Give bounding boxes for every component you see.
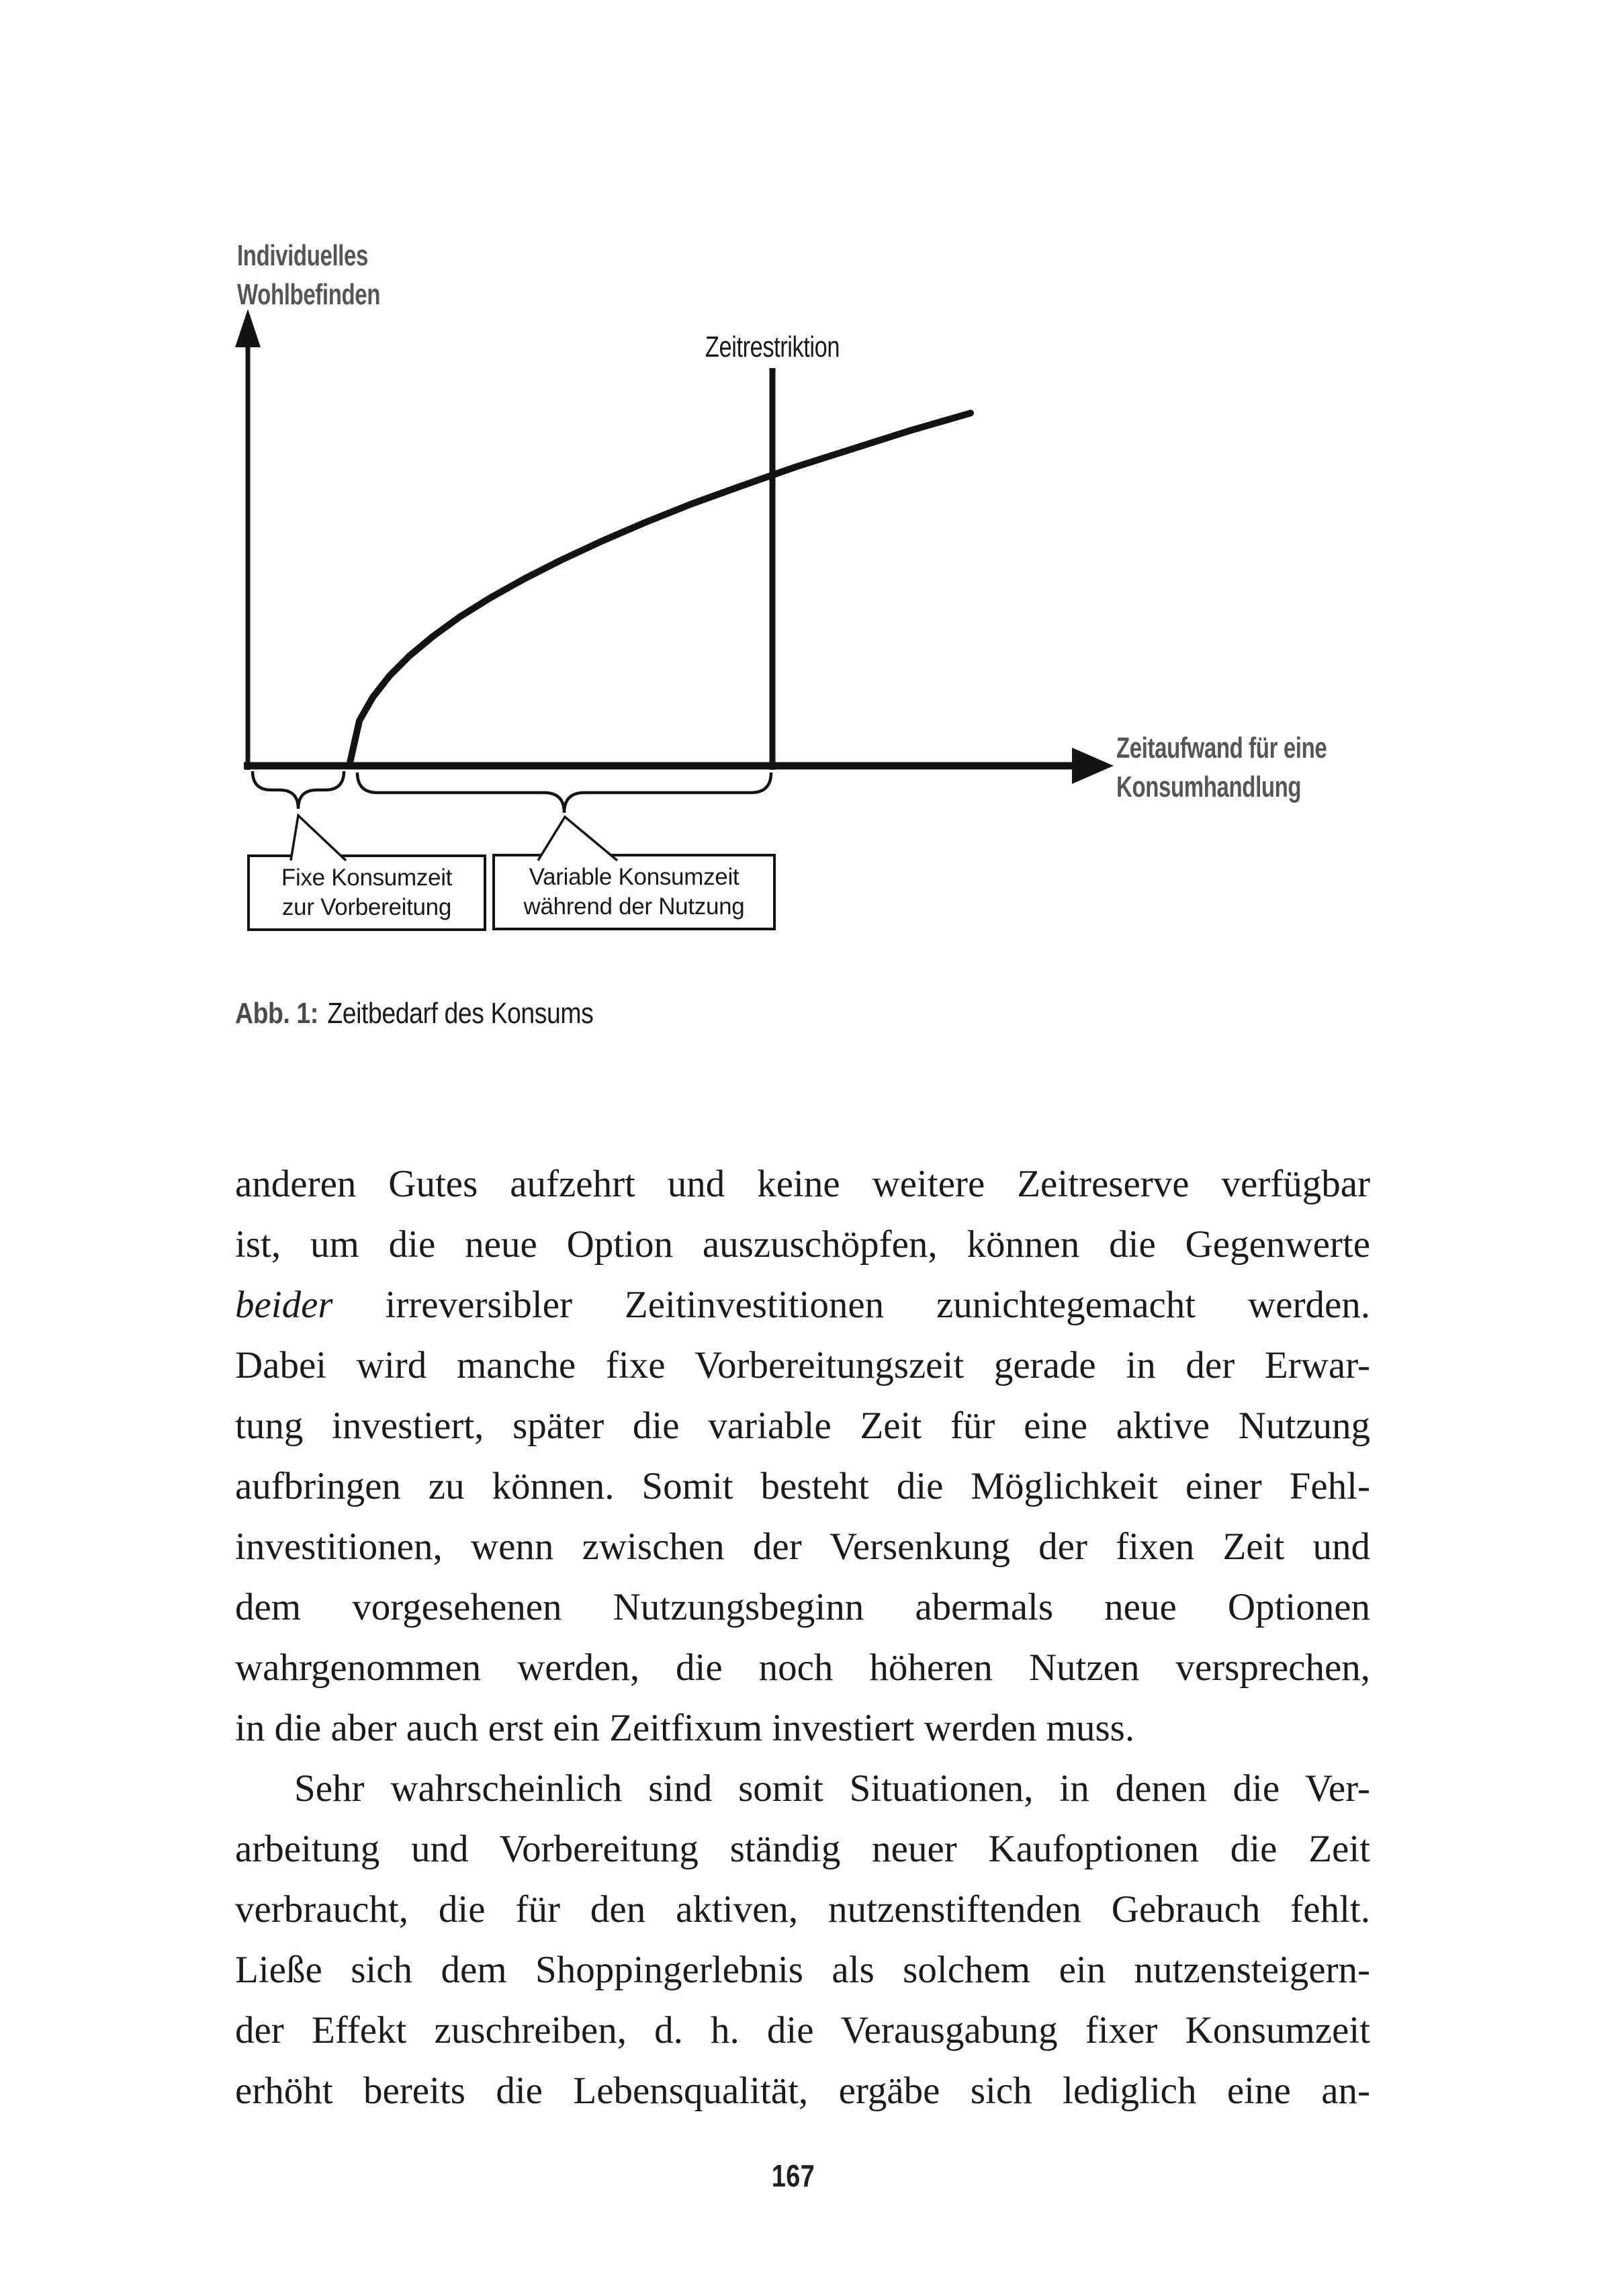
callout-variable-line1: Variable Konsumzeit [529, 864, 740, 890]
y-axis-label-line1: Individuelles [237, 239, 369, 272]
x-axis-label-line2: Konsumhandlung [1116, 770, 1302, 803]
body-line [235, 1275, 1370, 1335]
body-line: tung investiert, später die variable Zeit für eine aktive Nutzung [235, 1405, 1370, 1447]
body-line: investitionen, wenn zwischen der Versenkung der fixen Zeit und [235, 1526, 1370, 1568]
body-line: erhöht bereits die Lebensqualität, ergäbe sich lediglich eine an- [235, 2070, 1370, 2112]
body-line: Ließe sich dem Shoppingerlebnis als solchem ein nutzensteigern- [235, 1949, 1370, 1991]
figure-caption [235, 996, 593, 1031]
body-line-rest: irreversibler Zeitinvestitionen zunichtegemacht werden. [332, 1284, 1370, 1326]
callout-fixed-line1: Fixe Konsumzeit [281, 865, 453, 891]
body-line: arbeitung und Vorbereitung ständig neuer Kaufoptionen die Zeit [235, 1828, 1370, 1870]
x-axis-arrowhead [1072, 748, 1114, 784]
page-number: 167 [771, 2158, 815, 2193]
body-line: Dabei wird manche fixe Vorbereitungszeit gerade in der Erwar- [235, 1344, 1370, 1386]
time-restriction-label: Zeitrestriktion [705, 330, 840, 363]
body-line: ist, um die neue Option auszuschöpfen, können die Gegenwerte [235, 1223, 1370, 1266]
callout-fixed-line2: zur Vorbereitung [281, 894, 452, 920]
body-line: wahrgenommen werden, die noch höheren Nutzen versprechen, [235, 1646, 1370, 1689]
caption-text: Zeitbedarf des Konsums [327, 997, 594, 1030]
body-line-italic-word: beider [235, 1284, 333, 1326]
callout-fixed-time-label [249, 856, 485, 930]
body-line-paragraph-end: in die aber auch erst ein Zeitfixum investiert werden muss. [235, 1707, 1135, 1749]
body-line-paragraph-start: Sehr wahrscheinlich sind somit Situationen, in denen die Ver- [294, 1767, 1370, 1810]
utility-curve [349, 413, 971, 766]
body-line: aufbringen zu können. Somit besteht die Möglichkeit einer Fehl- [235, 1465, 1370, 1507]
body-line: anderen Gutes aufzehrt und keine weitere Zeitreserve verfügbar [235, 1163, 1370, 1205]
callout-variable-line2: während der Nutzung [523, 893, 745, 920]
body-text [235, 1154, 1370, 2121]
caption-prefix: Abb. 1: [235, 997, 318, 1030]
callout-tail-fixed [291, 815, 346, 860]
y-axis-arrowhead [235, 309, 261, 347]
underbrace-variable [357, 772, 771, 813]
callout-tail-variable [538, 817, 617, 860]
x-axis-label-line1: Zeitaufwand für eine [1116, 732, 1327, 764]
body-line: der Effekt zuschreiben, d. h. die Verausgabung fixer Konsumzeit [235, 2009, 1370, 2051]
callout-variable-time-label [494, 855, 774, 929]
underbrace-fixed [253, 771, 344, 809]
y-axis-label [237, 236, 380, 314]
x-axis-label [1116, 729, 1327, 807]
body-line: verbraucht, die für den aktiven, nutzenstiftenden Gebrauch fehlt. [235, 1888, 1370, 1931]
body-line: dem vorgesehenen Nutzungsbeginn abermals neue Optionen [235, 1586, 1370, 1628]
figure-diagram [0, 0, 1612, 1088]
y-axis-label-line2: Wohlbefinden [237, 278, 381, 311]
